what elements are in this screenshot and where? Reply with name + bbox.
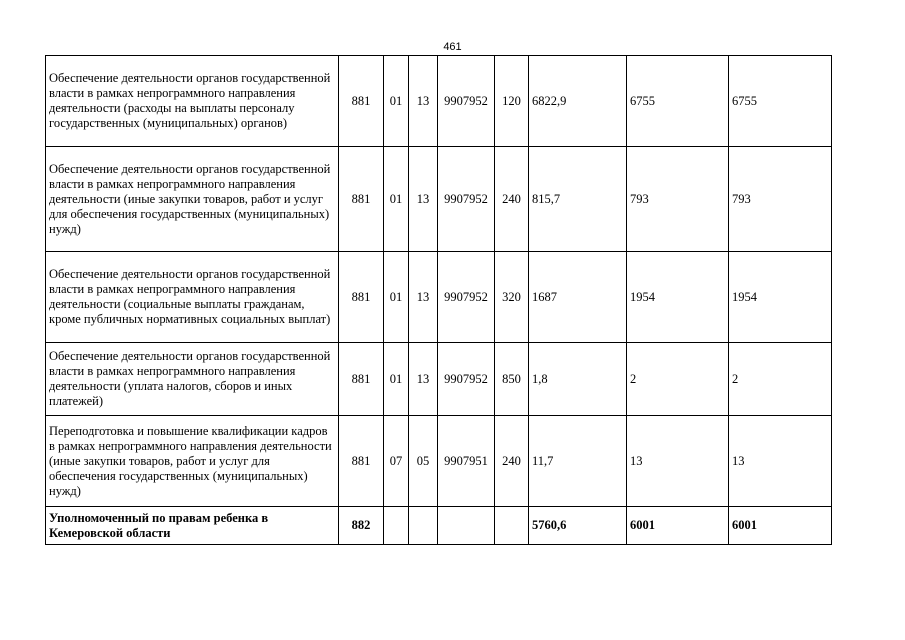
row-value-2: 6755 [627,56,729,147]
total-value-3: 6001 [729,507,832,545]
row-value-1: 1687 [529,252,627,343]
budget-table [45,55,832,545]
row-value-2: 13 [627,416,729,507]
page-number: 461 [443,41,462,53]
row-rz: 01 [384,56,409,147]
table-row [46,252,832,343]
row-pr: 05 [409,416,438,507]
row-value-1: 11,7 [529,416,627,507]
total-rz [384,507,409,545]
row-ved: 881 [339,147,384,252]
row-ved: 881 [339,416,384,507]
row-vr: 240 [495,147,529,252]
row-rz: 01 [384,147,409,252]
row-csr: 9907952 [438,343,495,416]
row-ved: 881 [339,56,384,147]
row-rz: 07 [384,416,409,507]
row-value-3: 1954 [729,252,832,343]
row-value-3: 6755 [729,56,832,147]
row-vr: 120 [495,56,529,147]
row-vr: 850 [495,343,529,416]
row-value-3: 793 [729,147,832,252]
total-description: Уполномоченный по правам ребенка в Кемеровской области [46,507,339,545]
table-row [46,343,832,416]
row-description: Переподготовка и повышение квалификации кадров в рамках непрограммного направления деятельности (иные закупки товаров, работ и услуг для обеспечения государственных (муниципальных) нужд) [46,416,339,507]
row-rz: 01 [384,343,409,416]
row-csr: 9907952 [438,147,495,252]
row-value-1: 815,7 [529,147,627,252]
row-pr: 13 [409,56,438,147]
row-vr: 320 [495,252,529,343]
total-vr [495,507,529,545]
row-value-2: 793 [627,147,729,252]
row-value-2: 1954 [627,252,729,343]
row-value-3: 13 [729,416,832,507]
row-pr: 13 [409,252,438,343]
table-row [46,416,832,507]
total-ved: 882 [339,507,384,545]
row-description: Обеспечение деятельности органов государственной власти в рамках непрограммного направления деятельности (расходы на выплаты персоналу государственных (муниципальных) органов) [46,56,339,147]
row-csr: 9907952 [438,252,495,343]
row-pr: 13 [409,343,438,416]
total-row [46,507,832,545]
row-pr: 13 [409,147,438,252]
row-rz: 01 [384,252,409,343]
row-value-1: 6822,9 [529,56,627,147]
row-value-1: 1,8 [529,343,627,416]
row-description: Обеспечение деятельности органов государственной власти в рамках непрограммного направления деятельности (социальные выплаты гражданам, кроме публичных нормативных социальных выплат) [46,252,339,343]
table-row [46,147,832,252]
row-csr: 9907951 [438,416,495,507]
row-value-3: 2 [729,343,832,416]
total-pr [409,507,438,545]
row-csr: 9907952 [438,56,495,147]
total-value-1: 5760,6 [529,507,627,545]
row-vr: 240 [495,416,529,507]
row-value-2: 2 [627,343,729,416]
total-value-2: 6001 [627,507,729,545]
row-ved: 881 [339,252,384,343]
table-row [46,56,832,147]
total-csr [438,507,495,545]
row-description: Обеспечение деятельности органов государственной власти в рамках непрограммного направления деятельности (уплата налогов, сборов и иных платежей) [46,343,339,416]
row-ved: 881 [339,343,384,416]
row-description: Обеспечение деятельности органов государственной власти в рамках непрограммного направления деятельности (иные закупки товаров, работ и услуг для обеспечения государственных (муниципальных) нужд) [46,147,339,252]
